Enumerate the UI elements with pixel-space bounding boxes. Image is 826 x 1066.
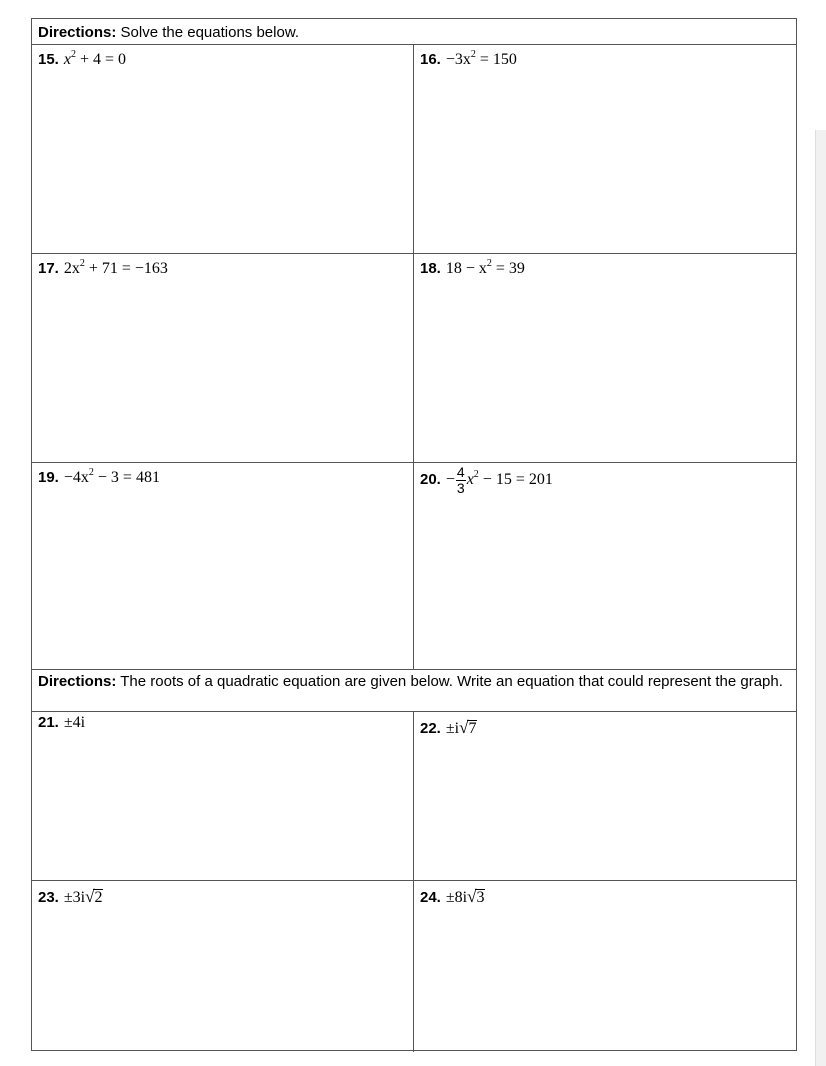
- problem-number: 23.: [38, 889, 59, 906]
- root-expression: ±4i: [63, 714, 86, 731]
- problem-number: 24.: [420, 889, 441, 906]
- worksheet: [31, 18, 797, 1051]
- problem-number: 20.: [420, 471, 441, 489]
- problem-18: [414, 254, 796, 462]
- problem-20: [414, 463, 796, 669]
- directions-text: Solve the equations below.: [116, 24, 299, 41]
- problem-number: 17.: [38, 260, 59, 277]
- sqrt-icon: √: [459, 718, 469, 737]
- sqrt-icon: √: [85, 887, 95, 906]
- problem-19: [32, 463, 414, 669]
- sqrt-icon: √: [467, 887, 477, 906]
- fraction: $\frac{4}{3}$: [456, 464, 465, 496]
- problem-16: [414, 45, 796, 253]
- problem-24: [414, 881, 796, 1052]
- problem-21: [32, 712, 414, 880]
- problem-row: [32, 712, 796, 881]
- problem-row: [32, 45, 796, 254]
- equation: $18 - x^2 = 39$: [445, 258, 525, 277]
- equation: $2x^2 + 71 = -163$: [63, 258, 168, 277]
- equation: − $\frac{4}{3}$ $x^2 - 15 = 201$: [445, 464, 553, 496]
- directions-label: Directions:: [38, 673, 117, 690]
- directions-text: The roots of a quadratic equation are given below. Write an equation that could represent the graph.: [116, 673, 783, 690]
- problem-number: 19.: [38, 469, 59, 486]
- directions-roots: [32, 670, 796, 712]
- problem-number: 16.: [420, 51, 441, 68]
- problem-17: [32, 254, 414, 462]
- problem-15: [32, 45, 414, 253]
- root-expression: ±3i√2: [63, 887, 103, 906]
- root-expression: ±i√7: [445, 718, 477, 737]
- directions-solve: [32, 19, 796, 45]
- problem-22: [414, 712, 796, 880]
- problem-row: [32, 254, 796, 463]
- directions-label: Directions:: [38, 24, 117, 41]
- scrollbar[interactable]: [815, 130, 826, 1066]
- root-expression: ±8i√3: [445, 887, 485, 906]
- problem-number: 21.: [38, 714, 59, 731]
- problem-number: 18.: [420, 260, 441, 277]
- problem-row: [32, 463, 796, 670]
- equation: $x^2 + 4 = 0$: [63, 49, 127, 68]
- problem-23: [32, 881, 414, 1052]
- problem-number: 15.: [38, 51, 59, 68]
- equation: $-3x^2 = 150$: [445, 49, 517, 68]
- equation: $-4x^2 - 3 = 481$: [63, 467, 160, 486]
- problem-number: 22.: [420, 720, 441, 737]
- problem-row: [32, 881, 796, 1052]
